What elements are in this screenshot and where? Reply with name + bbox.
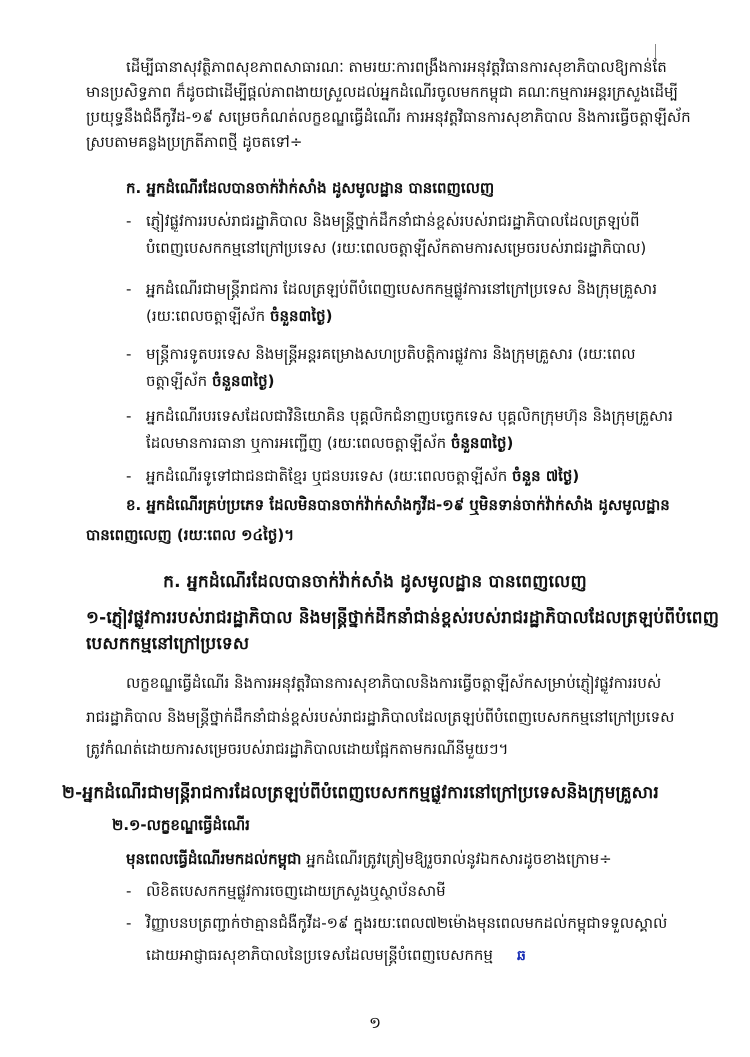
section-ka-title: ក. អ្នកដំណើរដែលបានចាក់វ៉ាក់សាំង ដូសមូលដ្ឋាន បានពេញលេញ [126, 179, 495, 197]
part2-item-2-line-2: ដោយអាជ្ញាធរសុខាភិបាលនៃប្រទេសដែលមន្ត្រីបំពេញបេសកកម្ម [146, 946, 493, 964]
bullet: - [126, 407, 132, 425]
ka-item-1-line-1: ភ្ញៀវផ្លូវការរបស់រាជរដ្ឋាភិបាល និងមន្ត្រីថ្នាក់ដឹកនាំជាន់ខ្ពស់របស់រាជរដ្ឋាភិបាលដែលត្រឡប់ពី [146, 212, 640, 230]
signature-initial: ឆ [517, 948, 526, 964]
ka-item-4-line-1: អ្នកដំណើរបរទេសដែលជាវិនិយោគិន បុគ្គលិកជំនាញបច្ចេកទេស បុគ្គលិកក្រុមហ៊ុន និងក្រុមគ្រួសារ [146, 407, 673, 425]
intro-line-1: ដើម្បីធានាសុវត្ថិភាពសុខភាពសាធារណៈ តាមរយៈការពង្រឹងការអនុវត្តវិធានការសុខាភិបាលឱ្យកាន់តែ [126, 58, 667, 76]
bullet: - [126, 467, 132, 485]
part2-subtitle: ២.១-លក្ខខណ្ឌធ្វើដំណើរ [112, 816, 250, 834]
part1-body-line-3: ត្រូវកំណត់ដោយការសម្រេចរបស់រាជរដ្ឋាភិបាលដោយផ្អែកតាមករណីនីមួយៗ។ [86, 740, 509, 758]
part1-body-line-1: លក្ខខណ្ឌធ្វើដំណើរ និងការអនុវត្តវិធានការសុខាភិបាលនិងការធ្វើចត្តាឡីស័កសម្រាប់ភ្ញៀវផ្លូវការរបស់ [126, 674, 662, 692]
part1-title-line-2: បេសកកម្មនៅក្រៅប្រទេស [86, 634, 250, 654]
part2-lead-bold: មុនពេលធ្វើដំណើរមកដល់កម្ពុជា [126, 850, 302, 868]
ka-item-5-duration: ចំនួន ៧ថ្ងៃ) [512, 467, 580, 485]
page-number: ១ [368, 1013, 382, 1032]
intro-line-4: ស្របតាមគន្លងប្រក្រតីភាពថ្មី ដូចតទៅ÷ [86, 133, 303, 151]
ka-item-2-text: (រយៈពេលចត្តាឡីស័ក [146, 307, 270, 325]
ka-item-3-text: ចត្តាឡីស័ក [146, 372, 212, 390]
ka-item-2-duration: ចំនួន៣ថ្ងៃ) [269, 307, 333, 325]
part2-lead [0, 848, 750, 870]
ka-item-4-text: ដែលមានការធានា ឬការអញ្ជើញ (រយៈពេលចត្តាឡីស័ក [146, 434, 451, 452]
heading-ka: ក. អ្នកដំណើរដែលបានចាក់វ៉ាក់សាំង ដូសមូលដ្ឋាន បានពេញលេញ [163, 572, 587, 592]
ka-item-3-line-1: មន្ត្រីការទូតបរទេស និងមន្ត្រីអន្តរគម្រោងសហប្រតិបត្តិការផ្លូវការ និងក្រុមគ្រួសារ (រយៈពេល [146, 345, 636, 363]
part2-title: ២-អ្នកដំណើរជាមន្ត្រីរាជការដែលត្រឡប់ពីបំពេញបេសកកម្មផ្លូវការនៅក្រៅប្រទេសនិងក្រុមគ្រួសារ [62, 783, 659, 803]
bullet: - [126, 345, 132, 363]
part1-title-line-1: ១-ភ្ញៀវផ្លូវការរបស់រាជរដ្ឋាភិបាល និងមន្ត្រីថ្នាក់ដឹកនាំជាន់ខ្ពស់របស់រាជរដ្ឋាភិបាលដែលត្រឡប់ពីបំពេញ [86, 608, 720, 628]
bullet: - [126, 882, 132, 900]
intro-line-2: មានប្រសិទ្ធភាព ក៏ដូចជាដើម្បីផ្តល់ភាពងាយស្រួលដល់អ្នកដំណើរចូលមកកម្ពុជា គណៈកម្មការអន្តរក្រសួងដើម្បី [86, 83, 678, 101]
ka-item-3-duration: ចំនួន៣ថ្ងៃ) [211, 372, 275, 390]
part2-item-2-line-1: វិញ្ញាបនបត្រញ្ជាក់ថាគ្មានជំងឺកូវីដ-១៩ ក្នុងរយៈពេល៧២ម៉ោងមុនពេលមកដល់កម្ពុជាទទួលស្គាល់ [146, 914, 668, 932]
bullet: - [126, 280, 132, 298]
ka-item-1-line-2: បំពេញបេសកកម្មនៅក្រៅប្រទេស (រយៈពេលចត្តាឡីស័កតាមការសម្រេចរបស់រាជរដ្ឋាភិបាល) [146, 239, 647, 257]
section-kha-line-1: ខ. អ្នកដំណើរគ្រប់ប្រភេទ ដែលមិនបានចាក់វ៉ាក់សាំងកូវីដ-១៩ ឬមិនទាន់ចាក់វ៉ាក់សាំង ដូសមូលដ្ឋាន [126, 496, 670, 514]
ka-item-4-line-2 [0, 432, 750, 454]
intro-line-3: ប្រយុទ្ធនឹងជំងឺកូវីដ-១៩ សម្រេចកំណត់លក្ខខណ្ឌធ្វើដំណើរ ការអនុវត្តវិធានការសុខាភិបាល និងការធ្វើចត្តាឡីស័ក [86, 108, 691, 126]
ka-item-2-line-1: អ្នកដំណើរជាមន្ត្រីរាជការ ដែលត្រឡប់ពីបំពេញបេសកកម្មផ្លូវការនៅក្រៅប្រទេស និងក្រុមគ្រួសារ [146, 280, 657, 298]
part2-lead-rest: អ្នកដំណើរត្រូវត្រៀមឱ្យរួចរាល់នូវឯកសារដូចខាងក្រោម÷ [301, 850, 612, 868]
ka-item-2-line-2 [0, 305, 750, 327]
part2-item-1: លិខិតបេសកកម្មផ្លូវការចេញដោយក្រសួងឬស្ថាប័នសាមី [146, 882, 446, 900]
ka-item-3-line-2 [0, 370, 750, 392]
section-kha-line-2: បានពេញលេញ (រយៈពេល ១៤ថ្ងៃ)។ [86, 526, 295, 544]
part1-body-line-2: រាជរដ្ឋាភិបាល និងមន្ត្រីថ្នាក់ដឹកនាំជាន់ខ្ពស់របស់រាជរដ្ឋាភិបាលដែលត្រឡប់ពីបំពេញបេសកកម្មនៅក្រៅប្រទេស [86, 708, 675, 726]
ka-item-5-text: អ្នកដំណើរទូទៅជាជនជាតិខ្មែរ ឬជនបរទេស (រយៈពេលចត្តាឡីស័ក [146, 467, 513, 485]
bullet: - [126, 212, 132, 230]
ka-item-4-duration: ចំនួន៣ថ្ងៃ) [450, 434, 514, 452]
ka-item-5-line-1 [0, 465, 750, 487]
bullet: - [126, 914, 132, 932]
